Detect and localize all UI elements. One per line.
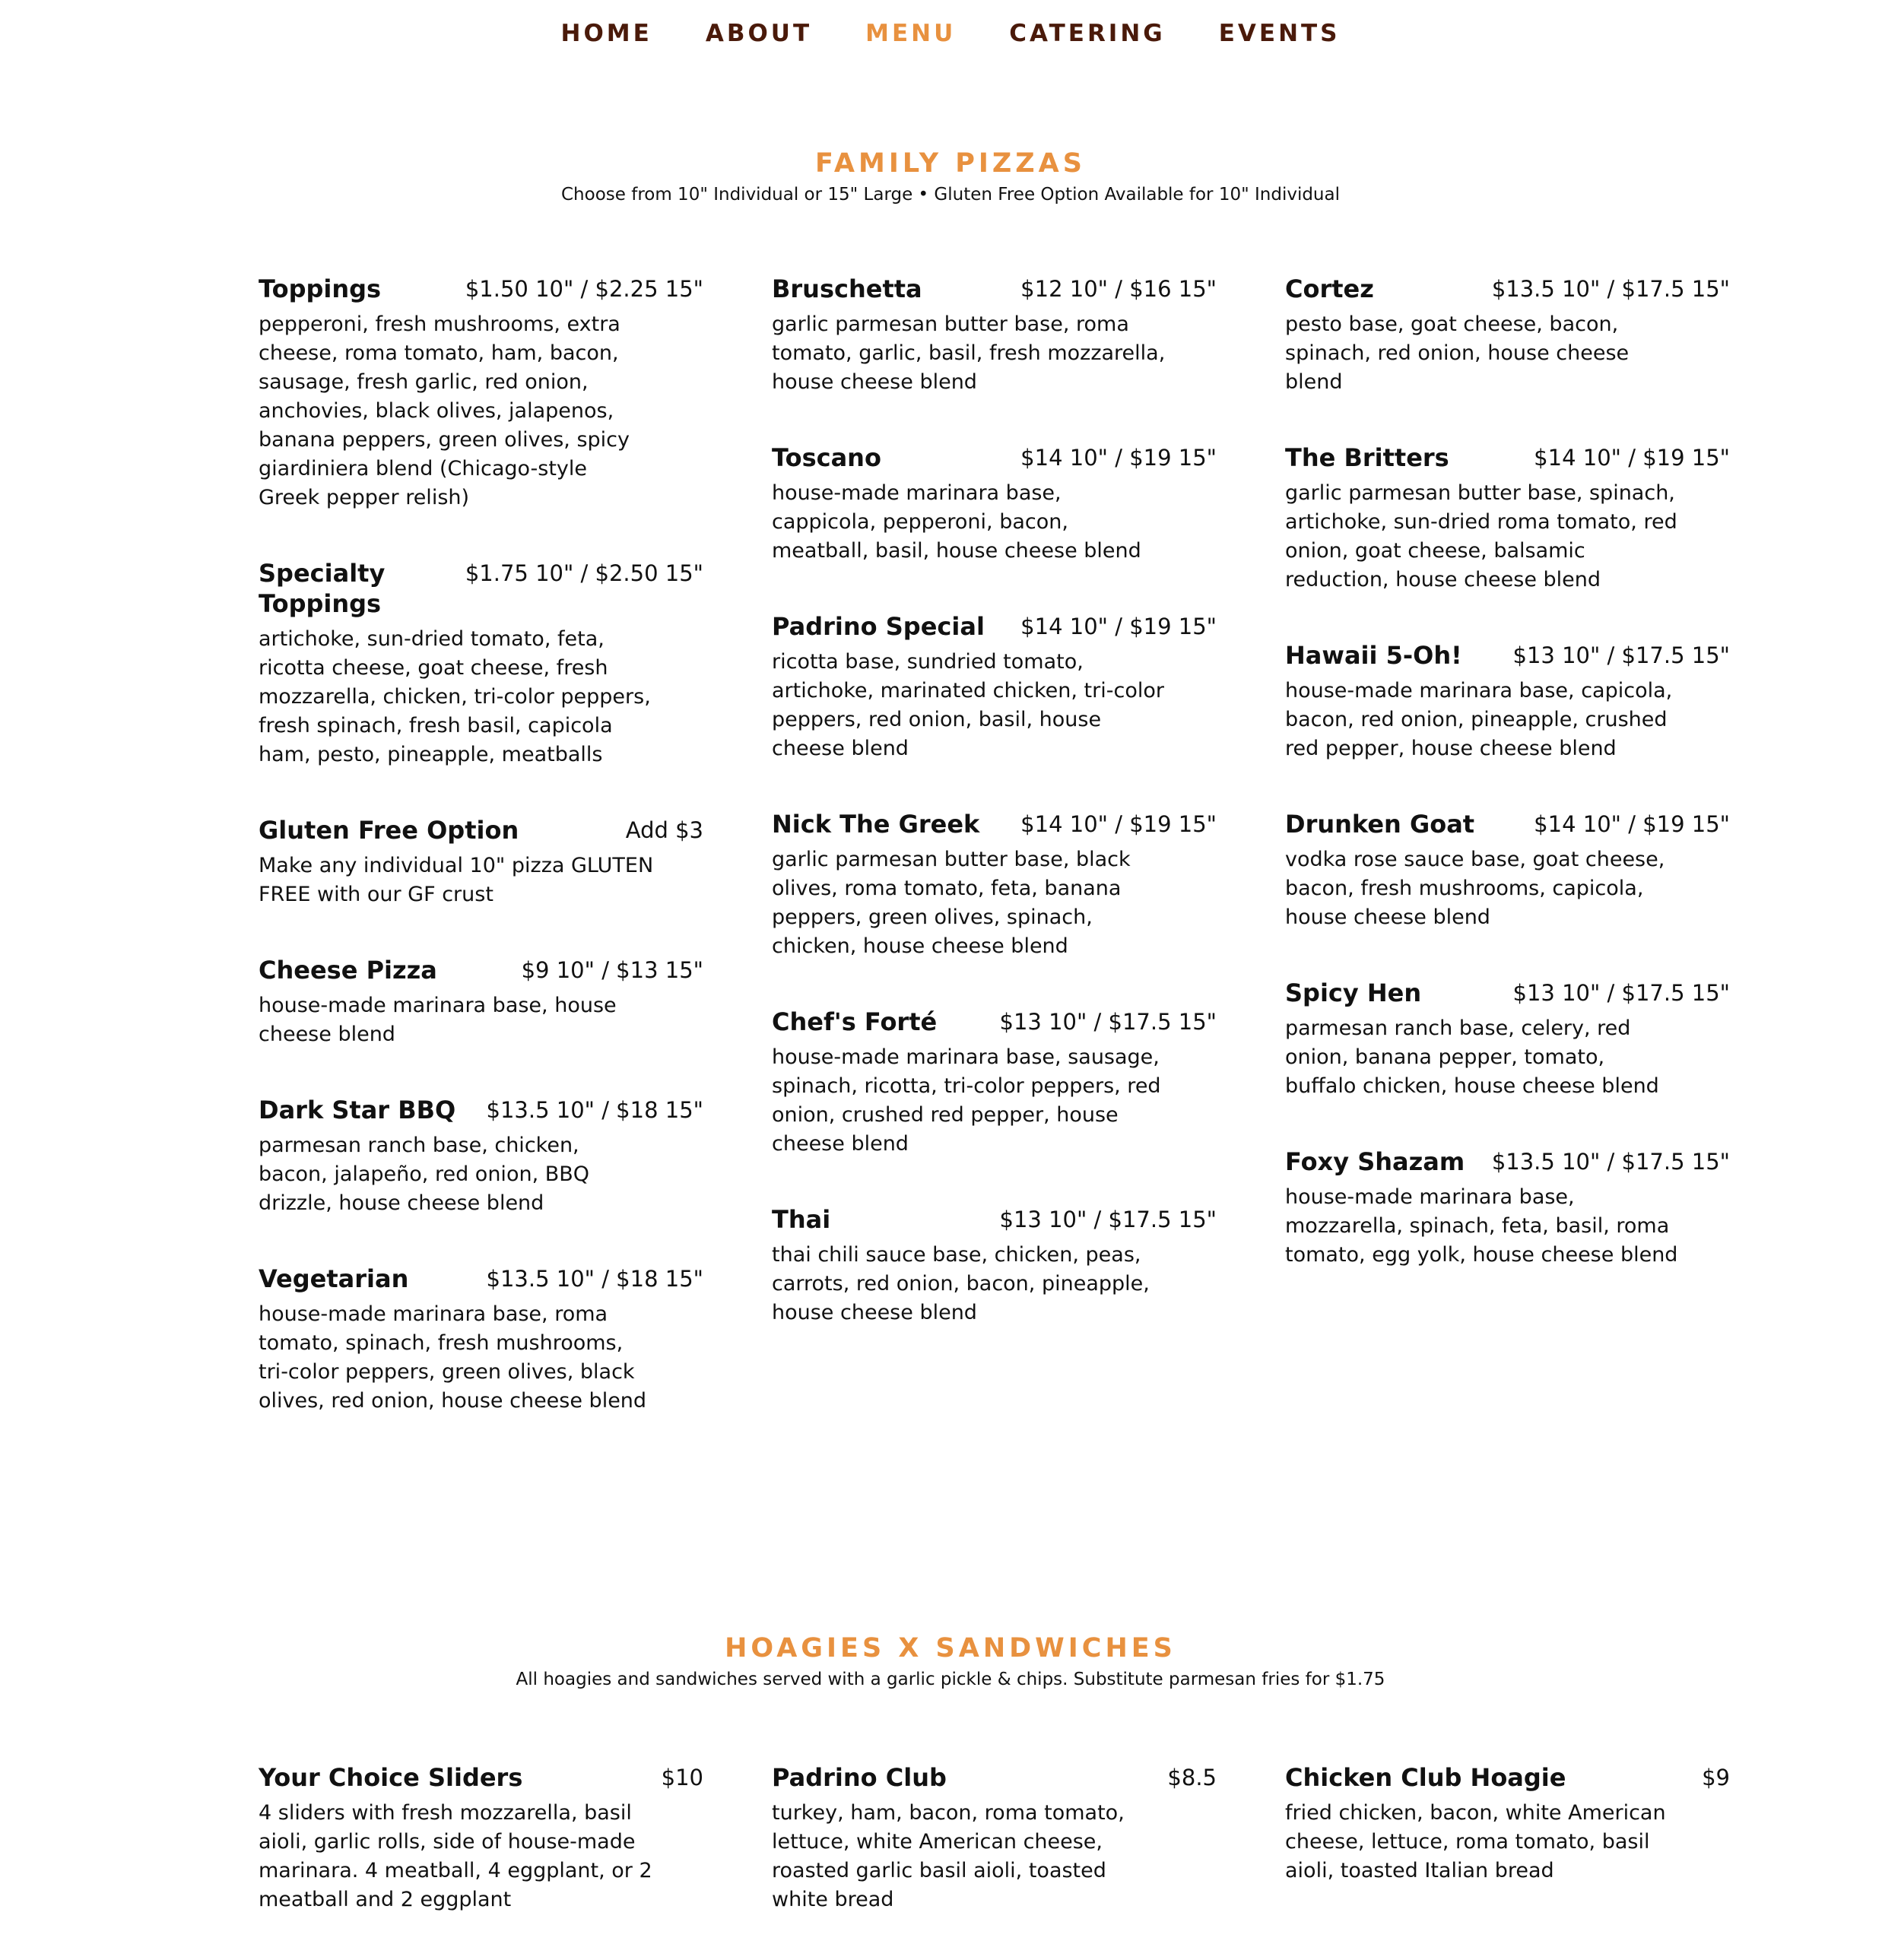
nav-link-home[interactable]: HOME [560, 20, 652, 47]
menu-item-price: $13 10" / $17.5 15" [999, 1207, 1217, 1232]
menu-item-header [259, 558, 703, 619]
menu-item-description: garlic parmesan butter base, black olives, roma tomato, feta, banana peppers, green olives, spinach, chicken, house cheese blend [772, 848, 1131, 958]
menu-item-name: Cheese Pizza [259, 956, 437, 985]
menu-item-price: $14 10" / $19 15" [1020, 445, 1217, 471]
menu-item-description: house-made marinara base, sausage, spinach, ricotta, tri-color peppers, red onion, crushed red pepper, house cheese blend [772, 1045, 1161, 1156]
nav-link-about[interactable]: ABOUT [705, 20, 813, 47]
menu-item-name: Specialty Toppings [259, 559, 386, 618]
menu-item [1285, 1147, 1730, 1270]
nav-link-events[interactable]: EVENTS [1218, 20, 1341, 47]
menu-item-description: fried chicken, bacon, white American cheese, lettuce, roma tomato, basil aioli, toasted Italian bread [1285, 1801, 1666, 1882]
menu-item-header [1285, 809, 1730, 839]
nav-link-catering[interactable]: CATERING [1009, 20, 1166, 47]
menu-item [1285, 809, 1730, 932]
menu-item [772, 442, 1217, 566]
menu-item [1285, 442, 1730, 595]
menu-item-header [1285, 978, 1730, 1008]
menu-item-description: parmesan ranch base, celery, red onion, banana pepper, tomato, buffalo chicken, house cheese blend [1285, 1016, 1659, 1098]
menu-item-header [772, 1762, 1217, 1793]
menu-item-price: $13.5 10" / $18 15" [486, 1097, 703, 1123]
menu-item-description: pepperoni, fresh mushrooms, extra cheese, roma tomato, ham, bacon, sausage, fresh garlic, red onion, anchovies, black olives, jalapenos, banana peppers, green olives, spicy giardiniera blend (Chicago-style Greek pepper relish) [259, 312, 630, 509]
menu-item [772, 1204, 1217, 1327]
menu-item-price: $12 10" / $16 15" [1020, 276, 1217, 302]
menu-item-price: $14 10" / $19 15" [1534, 445, 1730, 471]
menu-item-price: $13.5 10" / $18 15" [486, 1266, 703, 1292]
menu-item-price: $9 10" / $13 15" [521, 957, 703, 983]
menu-item-price: $13 10" / $17.5 15" [999, 1009, 1217, 1035]
menu-item-header [772, 442, 1217, 473]
hoagies-column [772, 1762, 1217, 1960]
menu-item-name: Chef's Forté [772, 1007, 938, 1036]
menu-item-header [1285, 1147, 1730, 1177]
menu-item-description: garlic parmesan butter base, roma tomato, garlic, basil, fresh mozzarella, house cheese blend [772, 312, 1166, 394]
menu-item-name: Spicy Hen [1285, 978, 1422, 1007]
main-nav [0, 0, 1901, 65]
family-column [772, 274, 1217, 1461]
menu-item [1285, 274, 1730, 397]
menu-item-header [259, 1264, 703, 1294]
menu-item [259, 815, 703, 909]
menu-item-description: house-made marinara base, roma tomato, spinach, fresh mushrooms, tri-color peppers, green olives, black olives, red onion, house cheese blend [259, 1302, 647, 1413]
menu-item-price: $13 10" / $17.5 15" [1512, 642, 1730, 668]
menu-item-header [772, 1204, 1217, 1235]
menu-item-price: $13 10" / $17.5 15" [1512, 980, 1730, 1006]
menu-item-name: Cortez [1285, 274, 1374, 303]
menu-item-header [259, 1762, 703, 1793]
menu-item-name: Thai [772, 1205, 831, 1234]
menu-item-description: vodka rose sauce base, goat cheese, bacon, fresh mushrooms, capicola, house cheese blend [1285, 848, 1665, 929]
menu-item-description: parmesan ranch base, chicken, bacon, jalapeño, red onion, BBQ drizzle, house cheese blend [259, 1134, 590, 1215]
family-column [259, 274, 703, 1461]
menu-item-header [1285, 1762, 1730, 1793]
menu-item-name: Padrino Special [772, 612, 985, 641]
family-pizzas-header [0, 148, 1901, 205]
menu-item-name: Hawaii 5-Oh! [1285, 641, 1462, 670]
menu-item [772, 809, 1217, 961]
menu-item-description: Make any individual 10" pizza GLUTEN FREE with our GF crust [259, 854, 654, 906]
menu-item-description: ricotta base, sundried tomato, artichoke, marinated chicken, tri-color peppers, red onion, basil, house cheese blend [772, 650, 1164, 760]
nav-link-menu[interactable]: MENU [865, 20, 957, 47]
menu-item-header [772, 611, 1217, 642]
menu-item-header [259, 1095, 703, 1125]
menu-item-name: Toscano [772, 443, 881, 472]
menu-item-description: house-made marinara base, cappicola, pepperoni, bacon, meatball, basil, house cheese blend [772, 481, 1141, 563]
menu-item [1285, 978, 1730, 1101]
menu-item-name: Padrino Club [772, 1763, 947, 1792]
menu-item-description: thai chili sauce base, chicken, peas, carrots, red onion, bacon, pineapple, house cheese blend [772, 1243, 1150, 1324]
menu-item-description: house-made marinara base, mozzarella, spinach, feta, basil, roma tomato, egg yolk, house cheese blend [1285, 1185, 1678, 1267]
menu-item-header [1285, 442, 1730, 473]
menu-item-name: Your Choice Sliders [259, 1763, 523, 1792]
menu-item-name: Foxy Shazam [1285, 1147, 1465, 1176]
menu-item [1285, 640, 1730, 763]
hoagies-subtitle: All hoagies and sandwiches served with a garlic pickle & chips. Substitute parmesan fries for $1.75 [516, 1670, 1385, 1689]
menu-item-name: Dark Star BBQ [259, 1096, 456, 1124]
hoagies-column [259, 1762, 703, 1960]
menu-item [259, 274, 703, 512]
menu-item-description: garlic parmesan butter base, spinach, artichoke, sun-dried roma tomato, red onion, goat cheese, balsamic reduction, house cheese blend [1285, 481, 1677, 591]
menu-item-price: $14 10" / $19 15" [1534, 811, 1730, 837]
menu-item-name: The Britters [1285, 443, 1449, 472]
menu-item-price: $14 10" / $19 15" [1020, 614, 1217, 639]
menu-item-description: pesto base, goat cheese, bacon, spinach, red onion, house cheese blend [1285, 312, 1630, 394]
menu-item-header [259, 955, 703, 985]
hoagies-column [1285, 1762, 1730, 1960]
menu-item [259, 955, 703, 1049]
family-column [1285, 274, 1730, 1461]
menu-item [1285, 1762, 1730, 1885]
menu-item-header [772, 274, 1217, 304]
menu-item-name: Gluten Free Option [259, 816, 519, 845]
menu-item-header [259, 274, 703, 304]
menu-item-price: $10 [661, 1765, 703, 1790]
menu-item-header [772, 809, 1217, 839]
menu-item-price: $13.5 10" / $17.5 15" [1491, 1149, 1730, 1175]
menu-item-description: house-made marinara base, house cheese blend [259, 994, 617, 1046]
hoagies-grid [259, 1762, 1730, 1960]
menu-item [772, 1007, 1217, 1159]
menu-item-description: turkey, ham, bacon, roma tomato, lettuce, white American cheese, roasted garlic basil aioli, toasted white bread [772, 1801, 1125, 1911]
menu-item [259, 1095, 703, 1218]
menu-item-header [772, 1007, 1217, 1037]
menu-item [259, 558, 703, 769]
menu-item-name: Drunken Goat [1285, 810, 1475, 839]
family-pizzas-subtitle: Choose from 10" Individual or 15" Large • Gluten Free Option Available for 10" Individual [561, 185, 1340, 205]
hoagies-title: HOAGIES X SANDWICHES [725, 1633, 1176, 1663]
menu-item-price: Add $3 [625, 817, 703, 843]
menu-item-price: $13.5 10" / $17.5 15" [1491, 276, 1730, 302]
menu-item [772, 1762, 1217, 1914]
family-pizzas-title: FAMILY PIZZAS [815, 148, 1086, 179]
menu-item-price: $1.50 10" / $2.25 15" [465, 276, 703, 302]
hoagies-header [0, 1633, 1901, 1689]
menu-item [772, 274, 1217, 397]
menu-item-price: $8.5 [1167, 1765, 1217, 1790]
family-pizzas-grid [259, 274, 1730, 1461]
menu-item-header [1285, 640, 1730, 671]
menu-item-name: Bruschetta [772, 274, 922, 303]
menu-item-header [1285, 274, 1730, 304]
menu-item-price: $14 10" / $19 15" [1020, 811, 1217, 837]
menu-item-name: Vegetarian [259, 1264, 409, 1293]
menu-item-header [259, 815, 703, 845]
menu-item-description: artichoke, sun-dried tomato, feta, ricotta cheese, goat cheese, fresh mozzarella, chicken, tri-color peppers, fresh spinach, fresh basil, capicola ham, pesto, pineapple, meatballs [259, 627, 651, 766]
menu-item [259, 1762, 703, 1914]
menu-item [259, 1264, 703, 1416]
menu-item-name: Nick The Greek [772, 810, 980, 839]
menu-item-description: house-made marinara base, capicola, bacon, red onion, pineapple, crushed red pepper, house cheese blend [1285, 679, 1673, 760]
menu-item-price: $9 [1702, 1765, 1730, 1790]
menu-item-description: 4 sliders with fresh mozzarella, basil aioli, garlic rolls, side of house-made marinara. 4 meatball, 4 eggplant, or 2 meatball and 2 eggplant [259, 1801, 652, 1911]
menu-item-price: $1.75 10" / $2.50 15" [465, 560, 703, 586]
menu-item-name: Toppings [259, 274, 382, 303]
menu-item-name: Chicken Club Hoagie [1285, 1763, 1566, 1792]
menu-item [772, 611, 1217, 763]
